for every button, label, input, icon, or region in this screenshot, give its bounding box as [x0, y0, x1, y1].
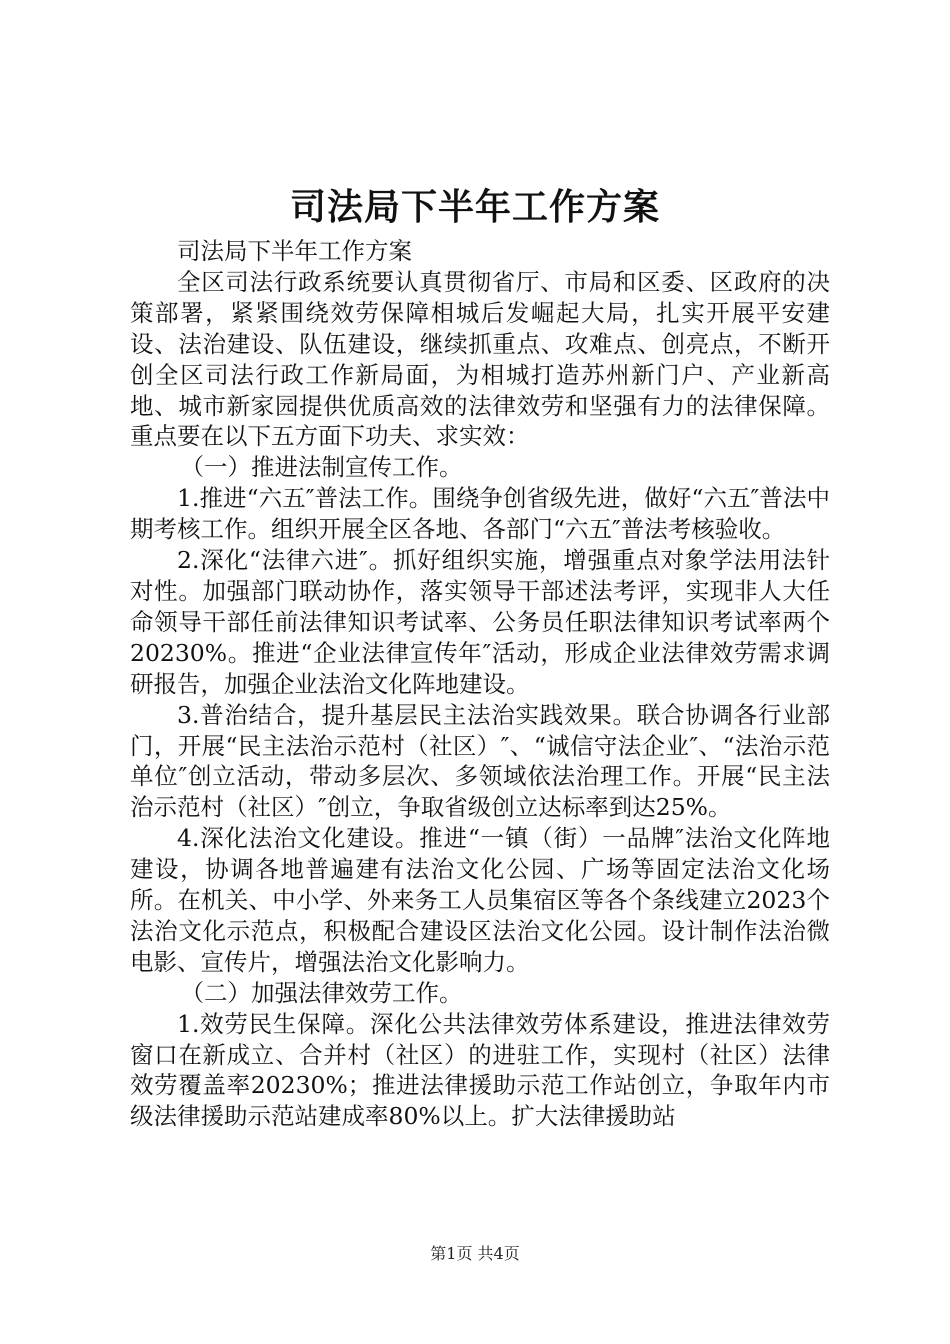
paragraph: 2.深化“法律六进″。抓好组织实施，增强重点对象学法用法针对性。加强部门联动协作，落实领导干部述法考评，实现非人大任命领导干部任前法律知识考试率、公务员任职法律知识考试率两个20230%。推进“企业法律宣传年″活动，形成企业法律效劳需求调研报告，加强企业法治文化阵地建设。 [130, 546, 830, 698]
paragraph: 3.普治结合，提升基层民主法治实践效果。联合协调各行业部门，开展“民主法治示范村（社区）″、“诚信守法企业″、“法治示范单位″创立活动，带动多层次、多领域依法治理工作。开展“民主法治示范村（社区）″创立，争取省级创立达标率到达25%。 [130, 700, 830, 822]
paragraph: 4.深化法治文化建设。推进“一镇（街）一品牌″法治文化阵地建设，协调各地普遍建有法治文化公园、广场等固定法治文化场所。在机关、中小学、外来务工人员集宿区等各个条线建立2023个法治文化示范点，积极配合建设区法治文化公园。设计制作法治微电影、宣传片，增强法治文化影响力。 [130, 824, 830, 976]
page-footer: 第1页 共4页 [430, 1244, 520, 1263]
section-heading: （一）推进法制宣传工作。 [180, 453, 463, 482]
section-heading: （二）加强法律效劳工作。 [180, 978, 463, 1007]
document-title: 司法局下半年工作方案 [289, 186, 660, 228]
paragraph: 1.推进“六五″普法工作。围绕争创省级先进，做好“六五″普法中期考核工作。组织开展全区各地、各部门“六五″普法考核验收。 [130, 484, 830, 544]
document-subtitle: 司法局下半年工作方案 [177, 237, 412, 265]
document-body [130, 236, 830, 1132]
paragraph: 1.效劳民生保障。深化公共法律效劳体系建设，推进法律效劳窗口在新成立、合并村（社区）的进驻工作，实现村（社区）法律效劳覆盖率20230%；推进法律援助示范工作站创立，争取年内市级法律援助示范站建成率80%以上。扩大法律援助站 [130, 1009, 830, 1131]
intro-paragraph: 全区司法行政系统要认真贯彻省厅、市局和区委、区政府的决策部署，紧紧围绕效劳保障相城后发崛起大局，扎实开展平安建设、法治建设、队伍建设，继续抓重点、攻难点、创亮点，不断开创全区司法行政工作新局面，为相城打造苏州新门户、产业新高地、城市新家园提供优质高效的法律效劳和坚强有力的法律保障。重点要在以下五方面下功夫、求实效： [130, 267, 830, 451]
